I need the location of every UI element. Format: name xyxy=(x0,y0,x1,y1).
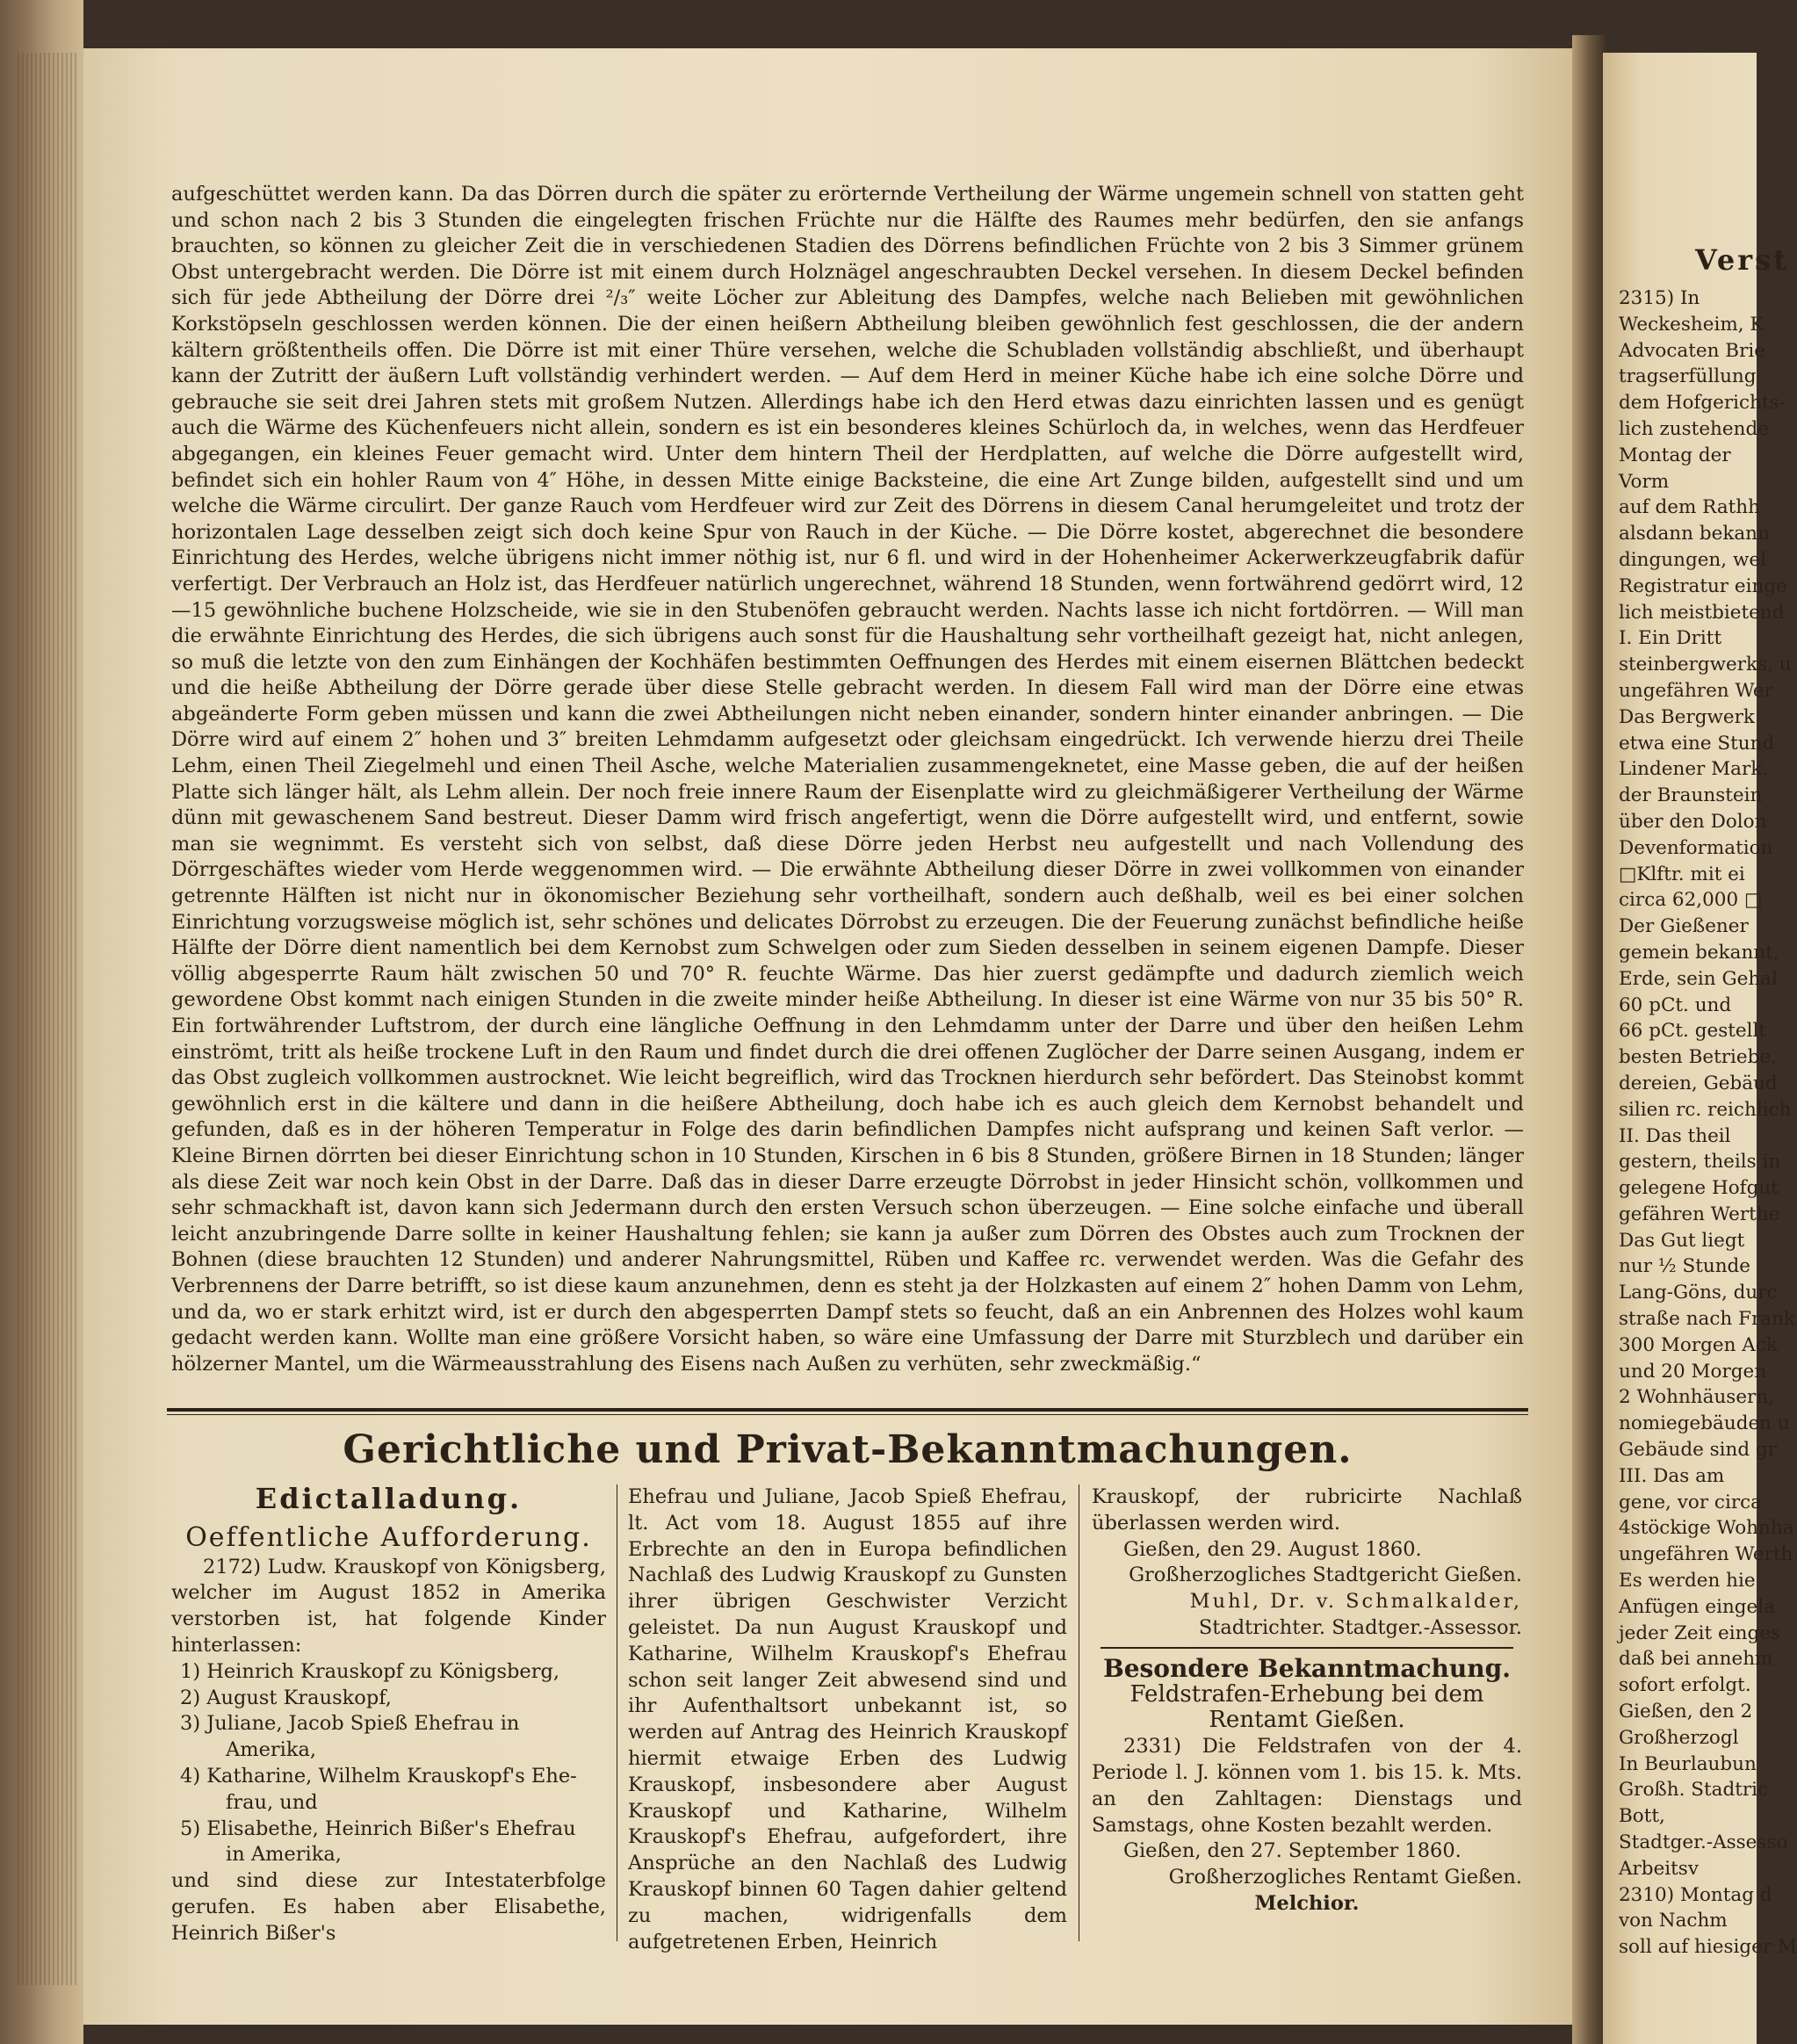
right-page-heading: Verst xyxy=(1695,243,1789,277)
right-page-line: auf dem Rathh xyxy=(1619,496,1760,519)
right-page-line: Gießen, den 2 xyxy=(1619,1701,1753,1723)
right-page-line: Vorm xyxy=(1619,470,1670,493)
right-page-line: besten Betriebe, xyxy=(1619,1046,1777,1069)
right-page-line: lich meistbietend xyxy=(1619,601,1785,624)
right-page-line: ungefähren Werth xyxy=(1619,1543,1793,1566)
child-item: 2) August Krauskopf, xyxy=(180,1686,392,1709)
right-page-line: über den Dolon xyxy=(1619,810,1767,833)
right-page-line: 300 Morgen Ack xyxy=(1619,1333,1778,1356)
right-page-line: □Klftr. mit ei xyxy=(1619,863,1745,885)
right-page-line: circa 62,000 □ xyxy=(1619,889,1763,912)
place-date: Gießen, den 29. August 1860. xyxy=(1123,1537,1422,1561)
notice-continuation: Krauskopf, der rubricirte Nachlaß überlassen werden wird. xyxy=(1092,1485,1522,1535)
column-2 xyxy=(628,1484,1067,1955)
article-paragraph: aufgeschüttet werden kann. Da das Dörren durch die später zu erörternde Vertheilung der Wärme ungemein schnell von statten geht und schon nach 2 bis 3 Stunden die eingelegten frischen Früchte nur die Hälfte des Raumes mehr bedürfen, den sie anfangs brauchten, so können zu gleicher Zeit die in verschiedenen Stadien des Dörrens befindlichen Früchte von 2 bis 3 Simmer grünem Obst untergebracht werden. Die Dörre ist mit einem durch Holznägel angeschraubten Deckel versehen. In diesem Deckel befinden sich für jede Abtheilung der Dörre drei ²/₃″ weite Löcher zur Ableitung des Dampfes, welche nach Belieben mit gewöhnlichen Korkstöpseln geschlossen werden können. Die der einen heißern Abtheilung bleiben gewöhnlich fest geschlossen, die der andern kältern größtentheils offen. Die Dörre ist mit einer Thüre versehen, welche die Schubladen vollständig abschließt, und überhaupt kann der Zutritt der äußern Luft vollständig verhindert werden. — Auf dem Herd in meiner Küche habe ich eine solche Dörre und gebrauche sie seit drei Jahren stets mit großem Nutzen. Allerdings habe ich den Herd etwas dazu einrichten lassen und es genügt auch die Wärme des Küchenfeuers nicht allein, sondern es ist ein besonderes kleines Schürloch da, in welches, wenn das Herdfeuer abgegangen, ein kleines Feuer gemacht wird. Unter dem hintern Theil der Herdplatten, auf welche die Dörre aufgestellt wird, befindet sich ein hohler Raum von 4″ Höhe, in dessen Mitte einige Backsteine, die eine Art Zunge bilden, aufgestellt sind und um welche die Wärme circulirt. Der ganze Rauch vom Herdfeuer wird zur Zeit des Dörrens in diesem Canal herumgeleitet und trotz der horizontalen Lage desselben zeigt sich doch keine Spur von Rauch in der Küche. — Die Dörre kostet, abgerechnet die besondere Einrichtung des Herdes, welche übrigens nicht immer nöthig ist, nur 6 fl. und wird in der Hohenheimer Ackerwerkzeugfabrik dafür verfertigt. Der Verbrauch an Holz ist, das Herdfeuer natürlich ungerechnet, während 18 Stunden, wenn fortwährend gedörrt wird, 12—15 gewöhnliche buchene Holzscheide, wie sie in den Stubenöfen gebraucht werden. Nachts lasse ich nicht fortdörren. — Will man die erwähnte Einrichtung des Herdes, die sich übrigens auch sonst für die Haushaltung sehr vortheilhaft gezeigt hat, nicht anlegen, so muß die letzte von den zum Einhängen der Kochhäfen bestimmten Oeffnungen des Herdes mit einem eisernen Blättchen bedeckt und die heiße Abtheilung der Dörre gerade über diese Stelle gebracht werden. In diesem Fall wird man der Dörre eine etwas abgeänderte Form geben müssen und kann die zwei Abtheilungen nicht neben einander, sondern hinter einander anbringen. — Die Dörre wird auf einem 2″ hohen und 3″ breiten Lehmdamm aufgesetzt oder gleichsam eingedrückt. Ich verwende hierzu drei Theile Lehm, einen Theil Ziegelmehl und einen Theil Asche, welche Materialien zusammengeknetet, eine Masse geben, die auf der heißen Platte sich länger hält, als Lehm allein. Der noch freie innere Raum der Eisenplatte wird zu gleichmäßigerer Vertheilung der Wärme dünn mit gewaschenem Sand bestreut. Dieser Damm wird frisch angefertigt, wenn die Dörre aufgestellt wird, und entfernt, sowie man sie wegnimmt. Es versteht sich von selbst, daß diese Dörre jeden Herbst neu aufgestellt und nach Vollendung des Dörrgeschäftes wieder vom Herde weggenommen wird. — Die erwähnte Abtheilung dieser Dörre in zwei vollkommen von einander getrennte Hälften ist nicht nur in ökonomischer Beziehung sehr vortheilhaft, sondern auch deßhalb, weil es bei einer solchen Einrichtung vorzugsweise möglich ist, sehr schönes und delicates Dörrobst zu erzeugen. Die der Feuerung zunächst befindliche heiße Hälfte der Dörre dient namentlich bei dem Kernobst zum Schwelgen oder zum Sieden desselben in seinem eigenen Dampfe. Dieser völlig abgesperrte Raum hält zwischen 50 und 70° R. feuchte Wärme. Das hier zuerst gedämpfte und dadurch ziemlich weich gewordene Obst kommt nach einigen Stunden in die zweite minder heiße Abtheilung. In dieser ist eine Wärme von nur 35 bis 50° R. Ein fortwährender Luftstrom, der durch eine längliche Oeffnung in den Lehmdamm unter der Darre und über den heißen Lehm einströmt, tritt als heiße trockene Luft in den Raum und findet durch die drei offenen Zuglöcher der Darre seinen Ausgang, indem er das Obst zugleich vollkommen austrocknet. Wie leicht begreiflich, wird das Trocknen hierdurch sehr befördert. Das Steinobst kommt gewöhnlich erst in die kältere und dann in die heißere Abtheilung, doch habe ich es auch gleich dem Kernobst behandelt und gefunden, daß es in der höheren Temperatur in Folge des darin befindlichen Dampfes nicht aufsprang und keinen Saft verlor. — Kleine Birnen dörrten bei dieser Einrichtung schon in 10 Stunden, Kirschen in 6 bis 8 Stunden, größere Birnen in 18 Stunden; länger als diese Zeit war noch kein Obst in der Darre. Daß das in dieser Darre erzeugte Dörrobst in jeder Hinsicht schön, vollkommen und sehr schmackhaft ist, davon kann sich Jedermann durch den ersten Versuch schon überzeugen. — Eine solche einfache und überall leicht anzubringende Darre sollte in keiner Haushaltung fehlen; sie kann ja außer zum Dörren des Obstes auch zum Trocknen der Bohnen (diese brauchten 12 Stunden) und anderer Nahrungsmittel, Rüben und Kaffee rc. verwendet werden. Was die Gefahr des Verbrennens der Darre betrifft, so ist diese kaum anzunehmen, denn es steht ja der Holzkasten auf einem 2″ hohen Damm von Lehm, und da, wo er stark erhitzt wird, ist er durch den abgesperrten Dampf stets so feucht, daß an ein Anbrennen des Holzes wohl kaum gedacht werden kann. Wollte man eine größere Vorsicht haben, so wäre eine Umfassung der Darre mit Sturzblech und darüber ein hölzerner Mantel, um die Wärmeausstrahlung des Eisens nach Außen zu verhüten, sehr zweckmäßig.“ xyxy=(171,183,1524,1376)
right-page-line: II. Das theil xyxy=(1619,1124,1731,1147)
right-page-line: Lindener Mark. xyxy=(1619,758,1769,781)
right-page-line: dem Hofgerichts- xyxy=(1619,392,1786,415)
right-page-line: ungefähren Wer xyxy=(1619,679,1773,702)
right-page-line: 66 pCt. gestellt xyxy=(1619,1020,1766,1043)
right-page-line: 4stöckige Wohnha xyxy=(1619,1517,1794,1540)
right-page-line: Advocaten Brie xyxy=(1619,339,1765,362)
right-page-line: I. Ein Dritt xyxy=(1619,627,1722,650)
right-page-line: straße nach Frank xyxy=(1619,1308,1795,1331)
right-page-line: der Braunstein xyxy=(1619,784,1763,807)
right-page-line: silien rc. reichlich xyxy=(1619,1098,1792,1121)
right-page-line: Das Bergwerk xyxy=(1619,705,1755,728)
signer-titles: Stadtrichter. Stadtger.-Assessor. xyxy=(1198,1615,1522,1639)
right-page-line: gene, vor circa xyxy=(1619,1491,1762,1513)
right-page-line: Montag der xyxy=(1619,444,1731,466)
child-item-cont: Amerika, xyxy=(226,1738,317,1762)
right-page-line: 2 Wohnhäusern, xyxy=(1619,1386,1775,1409)
column-1 xyxy=(171,1484,606,1947)
right-page-line: Gebäude sind gr xyxy=(1619,1439,1778,1462)
notice-separator xyxy=(1101,1647,1513,1649)
right-page-line: gefähren Werthe xyxy=(1619,1203,1780,1225)
notice-signer: Melchior. xyxy=(1254,1891,1360,1915)
notice-intro: 2172) Ludw. Krauskopf von Königsberg, welcher im August 1852 in Amerika verstorben ist, hat folgende Kinder hinterlassen: xyxy=(171,1555,606,1657)
right-page-line: dingungen, wel xyxy=(1619,548,1766,571)
notice-title: Edictalladung. xyxy=(255,1482,523,1515)
child-item: 3) Juliane, Jacob Spieß Ehefrau in xyxy=(180,1712,520,1736)
right-page-line: Bott, xyxy=(1619,1805,1665,1828)
section-rule-heavy xyxy=(167,1408,1528,1412)
child-item: 5) Elisabethe, Heinrich Bißer's Ehefrau xyxy=(180,1816,576,1840)
article-body xyxy=(171,182,1524,1377)
column-3 xyxy=(1092,1484,1522,1918)
right-page-line: Großherzogl xyxy=(1619,1726,1739,1749)
right-page-line: In Beurlaubun xyxy=(1619,1752,1757,1775)
book-edge-left xyxy=(0,0,83,2044)
book-gutter xyxy=(1572,35,1607,2044)
child-item: 4) Katharine, Wilhelm Krauskopf's Ehe- xyxy=(180,1764,577,1788)
right-page-line: Erde, sein Gehal xyxy=(1619,967,1778,990)
right-page-line: 60 pCt. und xyxy=(1619,993,1732,1016)
notice-office: Großherzogliches Rentamt Gießen. xyxy=(1168,1866,1522,1889)
right-page-line: tragserfüllung xyxy=(1619,365,1757,388)
child-item-cont: in Amerika, xyxy=(226,1843,342,1867)
child-item: 1) Heinrich Krauskopf zu Königsberg, xyxy=(180,1659,560,1683)
right-page-line: Arbeitsv xyxy=(1619,1857,1699,1880)
right-page-line: Das Gut liegt xyxy=(1619,1229,1745,1252)
right-page-line: daß bei annehm xyxy=(1619,1648,1773,1671)
right-page-text xyxy=(1619,285,1797,1961)
notice-title: Besondere Bekanntmachung. xyxy=(1103,1653,1511,1683)
right-page-line: Der Gießener xyxy=(1619,915,1749,938)
notice-text: 2331) Die Feldstrafen von der 4. Periode l. J. können vom 1. bis 15. k. Mts. an den Zahltagen: Dienstags und Samstags, ohne Kosten bezahlt werden. xyxy=(1092,1735,1522,1837)
notice-outro: und sind diese zur Intestaterbfolge gerufen. Es haben aber Elisabethe, Heinrich Bißer's xyxy=(171,1869,606,1945)
right-page-line: sofort erfolgt. xyxy=(1619,1674,1751,1697)
right-page-line: jeder Zeit einges xyxy=(1619,1621,1780,1644)
section-heading: Gerichtliche und Privat-Bekanntmachungen. xyxy=(343,1427,1353,1472)
right-page-line: gestern, theils in xyxy=(1619,1151,1781,1174)
right-page-line: lich zustehende xyxy=(1619,417,1769,440)
right-page-line: und 20 Morgen xyxy=(1619,1360,1767,1383)
right-page-line: Devenformation xyxy=(1619,836,1773,859)
right-page-line: Registratur einge xyxy=(1619,574,1787,597)
right-page-line: von Nachm xyxy=(1619,1910,1728,1932)
right-page-line: dereien, Gebäud xyxy=(1619,1072,1778,1094)
section-rule-thin xyxy=(167,1414,1528,1415)
right-page-line: gemein bekannt, xyxy=(1619,941,1779,964)
court-name: Großherzogliches Stadtgericht Gießen. xyxy=(1129,1564,1522,1587)
page-stack-lines xyxy=(18,53,79,1985)
notice-subtitle: Feldstrafen-Erhebung bei dem Rentamt Gießen. xyxy=(1129,1680,1484,1734)
right-page-line: nur ½ Stunde xyxy=(1619,1255,1751,1278)
right-page-line: Weckesheim, K xyxy=(1619,313,1765,336)
notice-date: Gießen, den 27. September 1860. xyxy=(1123,1839,1461,1863)
notice-subtitle: Oeffentliche Aufforderung. xyxy=(185,1521,592,1553)
right-page-line: alsdann bekann xyxy=(1619,523,1770,545)
right-page-line: nomiegebäuden u xyxy=(1619,1412,1790,1435)
right-page-line: III. Das am xyxy=(1619,1464,1725,1487)
right-page-line: soll auf hiesiger M xyxy=(1619,1936,1797,1959)
right-page-line: steinbergwerks, u xyxy=(1619,654,1792,676)
notice-continuation: Ehefrau und Juliane, Jacob Spieß Ehefrau, lt. Act vom 18. August 1855 auf ihre Erbrechte an den in Europa befindlichen Nachlaß des Ludwig Krauskopf zu Gunsten ihrer übrigen Geschwister Verzicht geleistet. Da nun August Krauskopf und Katharine, Wilhelm Krauskopf's Ehefrau schon seit langer Zeit abwesend sind und ihr Aufenthaltsort unbekannt ist, so werden auf Antrag des Heinrich Krauskopf hiermit etwaige Erben des Ludwig Krauskopf, insbesondere aber August Krauskopf und Katharine, Wilhelm Krauskopf's Ehefrau, aufgefordert, ihre Ansprüche an den Nachlaß des Ludwig Krauskopf binnen 60 Tagen dahier geltend zu machen, widrigenfalls dem aufgetretenen Erben, Heinrich xyxy=(628,1485,1067,1954)
right-page xyxy=(1603,53,1797,2044)
right-page-line: etwa eine Stund xyxy=(1619,732,1775,755)
signers: Muhl, Dr. v. Schmalkalder, xyxy=(1189,1590,1522,1614)
right-page-line: 2315) In xyxy=(1619,287,1700,309)
right-page-line: Lang-Göns, durc xyxy=(1619,1282,1778,1304)
right-page-line: Stadtger.-Assesso xyxy=(1619,1831,1788,1854)
right-page-line: Es werden hie xyxy=(1619,1570,1756,1593)
child-item-cont: frau, und xyxy=(226,1790,318,1814)
right-page-line: gelegene Hofgut xyxy=(1619,1177,1779,1200)
right-page-line: Anfügen eingela xyxy=(1619,1595,1775,1618)
right-page-line: 2310) Montag d xyxy=(1619,1883,1772,1906)
right-page-line: Großh. Stadtric xyxy=(1619,1779,1769,1802)
